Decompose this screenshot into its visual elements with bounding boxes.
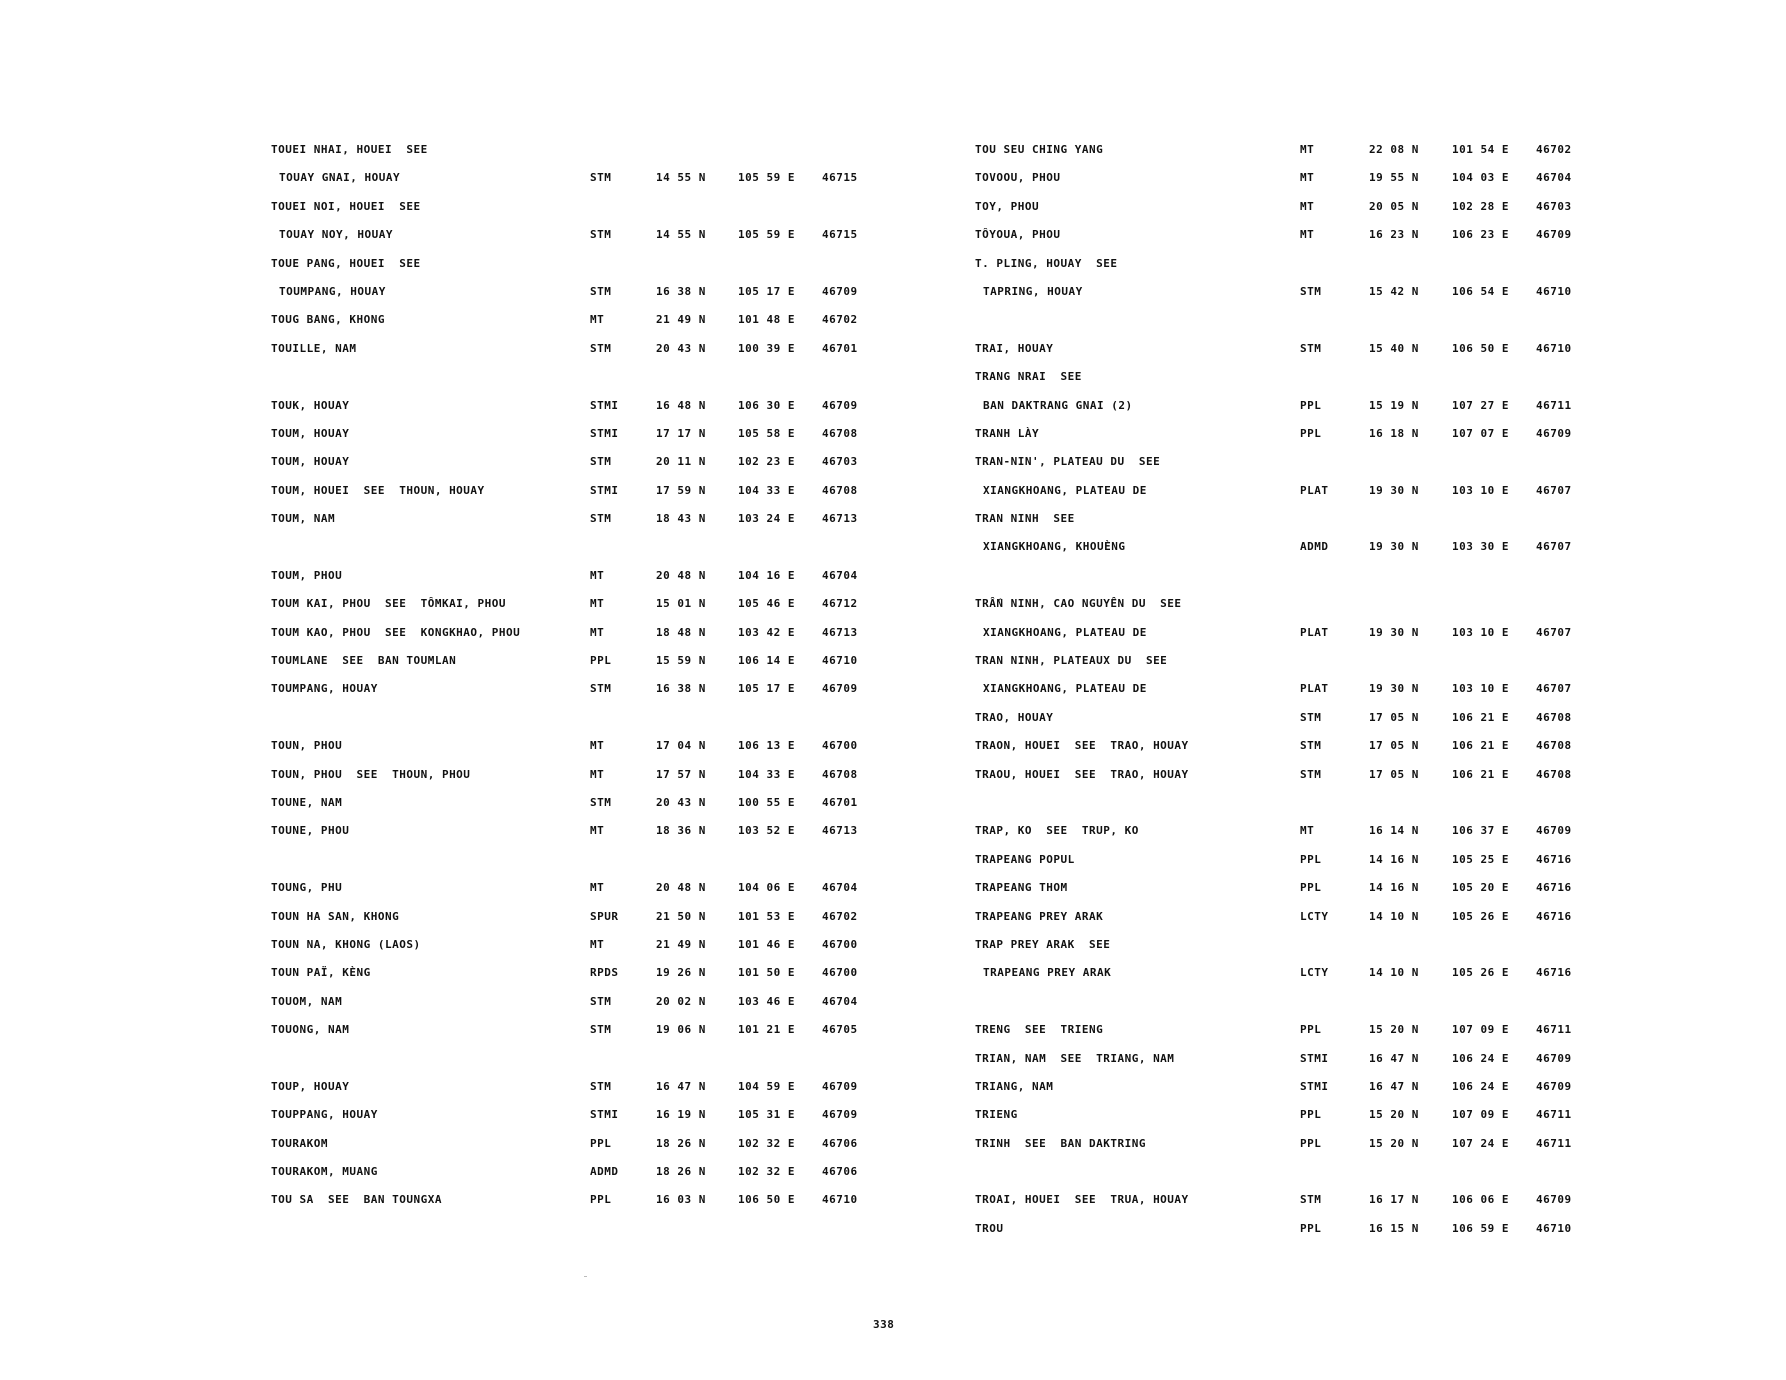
entry-name: TOVOOU, PHOU <box>975 171 1061 185</box>
entry-num: 46701 <box>822 341 858 355</box>
entry-lon: 106 21 E <box>1452 739 1509 753</box>
entry-name: TRIENG <box>975 1108 1018 1122</box>
entry-lat: 16 47 N <box>656 1079 706 1093</box>
entry-lon: 105 26 E <box>1452 909 1509 923</box>
entry-code: PLAT <box>1300 625 1329 639</box>
entry-lat: 14 10 N <box>1369 966 1419 980</box>
entry-num: 46704 <box>822 568 858 582</box>
entry-lat: 16 23 N <box>1369 228 1419 242</box>
entry-lon: 103 10 E <box>1452 625 1509 639</box>
entry-lat: 22 08 N <box>1369 143 1419 156</box>
entry-num: 46712 <box>822 597 858 611</box>
entry-lat: 15 20 N <box>1369 1108 1419 1122</box>
entry-lat: 16 38 N <box>656 682 706 696</box>
entry-name: TOUEI NHAI, HOUEI SEE <box>271 143 428 156</box>
entry-code: PPL <box>1300 1136 1322 1150</box>
entry-num: 46708 <box>1536 767 1572 781</box>
entry-lon: 105 58 E <box>738 426 795 440</box>
entry-code: MT <box>590 568 605 582</box>
entry-name: TOUM, HOUAY <box>271 455 350 469</box>
entry-name: TOUEI NOI, HOUEI SEE <box>271 199 421 213</box>
entry-name: TRANG NRAI SEE <box>975 370 1082 384</box>
entry-num: 46713 <box>822 625 858 639</box>
entry-lat: 19 30 N <box>1369 625 1419 639</box>
entry-num: 46710 <box>1536 1221 1572 1235</box>
entry-code: LCTY <box>1300 909 1329 923</box>
entry-num: 46711 <box>1536 1108 1572 1122</box>
entry-code: STM <box>590 171 612 185</box>
entry-code: STM <box>590 284 612 298</box>
entry-code: STM <box>1300 1193 1322 1207</box>
entry-lat: 19 30 N <box>1369 682 1419 696</box>
entry-lon: 107 07 E <box>1452 426 1509 440</box>
entry-lat: 15 19 N <box>1369 398 1419 412</box>
entry-name: TOUPPANG, HOUAY <box>271 1108 378 1122</box>
entry-lon: 106 23 E <box>1452 228 1509 242</box>
entry-lat: 20 48 N <box>656 881 706 895</box>
entry-num: 46708 <box>822 483 858 497</box>
entry-num: 46703 <box>822 455 858 469</box>
entry-lat: 14 16 N <box>1369 881 1419 895</box>
entry-code: MT <box>590 739 605 753</box>
entry-lat: 16 18 N <box>1369 426 1419 440</box>
entry-lat: 17 57 N <box>656 767 706 781</box>
entry-name: TROU <box>975 1221 1004 1235</box>
entry-num: 46704 <box>822 881 858 895</box>
entry-lon: 103 46 E <box>738 994 795 1008</box>
entry-num: 46716 <box>1536 852 1572 866</box>
entry-name: XIANGKHOANG, PLATEAU DE <box>983 682 1147 696</box>
entry-lat: 16 47 N <box>1369 1051 1419 1065</box>
entry-code: STM <box>1300 739 1322 753</box>
entry-name: TRAPEANG POPUL <box>975 852 1075 866</box>
entry-lon: 101 21 E <box>738 1023 795 1037</box>
entry-name: TOUP, HOUAY <box>271 1079 350 1093</box>
entry-num: 46710 <box>1536 341 1572 355</box>
entry-name: TÔYOUA, PHOU <box>975 228 1061 242</box>
entry-lon: 105 17 E <box>738 682 795 696</box>
entry-lat: 15 01 N <box>656 597 706 611</box>
entry-code: PPL <box>1300 852 1322 866</box>
entry-name: TRAI, HOUAY <box>975 341 1054 355</box>
entry-lon: 103 10 E <box>1452 483 1509 497</box>
entry-name: TRAP PREY ARAK SEE <box>975 937 1111 951</box>
entry-lon: 106 06 E <box>1452 1193 1509 1207</box>
entry-code: MT <box>1300 143 1315 156</box>
entry-name: XIANGKHOANG, PLATEAU DE <box>983 483 1147 497</box>
entry-lat: 16 19 N <box>656 1108 706 1122</box>
entry-lat: 17 05 N <box>1369 710 1419 724</box>
entry-lat: 17 17 N <box>656 426 706 440</box>
entry-lat: 15 59 N <box>656 654 706 668</box>
entry-lon: 101 54 E <box>1452 143 1509 156</box>
entry-lat: 18 26 N <box>656 1136 706 1150</box>
entry-num: 46709 <box>1536 1193 1572 1207</box>
entry-lon: 101 50 E <box>738 966 795 980</box>
entry-lon: 104 16 E <box>738 568 795 582</box>
entry-code: STM <box>590 455 612 469</box>
entry-lon: 106 59 E <box>1452 1221 1509 1235</box>
entry-lat: 16 15 N <box>1369 1221 1419 1235</box>
entry-lat: 17 04 N <box>656 739 706 753</box>
entry-lat: 15 20 N <box>1369 1023 1419 1037</box>
entry-lon: 105 59 E <box>738 171 795 185</box>
entry-lat: 20 43 N <box>656 341 706 355</box>
entry-lat: 15 42 N <box>1369 284 1419 298</box>
entry-name: TOUM KAO, PHOU SEE KONGKHAO, PHOU <box>271 625 521 639</box>
entry-lat: 20 11 N <box>656 455 706 469</box>
entry-code: PPL <box>1300 1023 1322 1037</box>
entry-name: TRAPEANG PREY ARAK <box>983 966 1112 980</box>
entry-code: PPL <box>1300 398 1322 412</box>
entry-num: 46702 <box>822 909 858 923</box>
entry-lon: 101 53 E <box>738 909 795 923</box>
entry-code: ADMD <box>1300 540 1329 554</box>
entry-num: 46702 <box>1536 143 1572 156</box>
entry-code: STM <box>590 1079 612 1093</box>
entry-code: STM <box>590 994 612 1008</box>
entry-lat: 14 16 N <box>1369 852 1419 866</box>
entry-name: TOUILLE, NAM <box>271 341 357 355</box>
entry-num: 46716 <box>1536 881 1572 895</box>
entry-name: TOUE PANG, HOUEI SEE <box>271 256 421 270</box>
entry-code: PLAT <box>1300 682 1329 696</box>
entry-lon: 104 33 E <box>738 767 795 781</box>
entry-lon: 102 28 E <box>1452 199 1509 213</box>
entry-num: 46709 <box>822 682 858 696</box>
entry-name: TOUMPANG, HOUAY <box>279 284 386 298</box>
entry-code: STM <box>590 228 612 242</box>
entry-name: TRAN-NIN', PLATEAU DU SEE <box>975 455 1161 469</box>
entry-name: TOUM KAI, PHOU SEE TÔMKAI, PHOU <box>271 597 507 611</box>
entry-num: 46707 <box>1536 483 1572 497</box>
entry-num: 46708 <box>1536 739 1572 753</box>
entry-code: MT <box>590 767 605 781</box>
entry-lat: 19 55 N <box>1369 171 1419 185</box>
entry-code: ADMD <box>590 1165 619 1179</box>
entry-code: STMI <box>590 1108 619 1122</box>
entry-code: MT <box>590 824 605 838</box>
entry-num: 46715 <box>822 171 858 185</box>
entry-lon: 100 39 E <box>738 341 795 355</box>
entry-lon: 106 14 E <box>738 654 795 668</box>
entry-code: PPL <box>1300 881 1322 895</box>
entry-lon: 106 21 E <box>1452 710 1509 724</box>
entry-num: 46709 <box>822 1108 858 1122</box>
entry-num: 46706 <box>822 1136 858 1150</box>
entry-code: MT <box>1300 824 1315 838</box>
entry-name: TOUNG, PHU <box>271 881 343 895</box>
entry-code: STM <box>1300 341 1322 355</box>
entry-code: STMI <box>590 426 619 440</box>
entry-lon: 105 17 E <box>738 284 795 298</box>
entry-name: TOUG BANG, KHONG <box>271 313 385 327</box>
entry-name: XIANGKHOANG, KHOUÈNG <box>983 540 1126 554</box>
entry-name: TRAO, HOUAY <box>975 710 1054 724</box>
entry-num: 46707 <box>1536 540 1572 554</box>
entry-num: 46708 <box>822 426 858 440</box>
entry-num: 46706 <box>822 1165 858 1179</box>
entry-name: TRAP, KO SEE TRUP, KO <box>975 824 1139 838</box>
entry-num: 46710 <box>822 1193 858 1207</box>
entry-lon: 103 30 E <box>1452 540 1509 554</box>
entry-code: STMI <box>590 398 619 412</box>
entry-name: TOUAY NOY, HOUAY <box>279 228 393 242</box>
entry-num: 46715 <box>822 228 858 242</box>
entry-lat: 18 48 N <box>656 625 706 639</box>
entry-name: TRENG SEE TRIENG <box>975 1023 1104 1037</box>
entry-lon: 107 09 E <box>1452 1108 1509 1122</box>
entry-lat: 19 26 N <box>656 966 706 980</box>
entry-num: 46702 <box>822 313 858 327</box>
entry-name: TOUOM, NAM <box>271 994 343 1008</box>
entry-num: 46710 <box>822 654 858 668</box>
entry-code: MT <box>590 881 605 895</box>
entry-num: 46705 <box>822 1023 858 1037</box>
entry-name: TOUNE, PHOU <box>271 824 350 838</box>
entry-lon: 106 50 E <box>738 1193 795 1207</box>
entry-lon: 105 26 E <box>1452 966 1509 980</box>
entry-num: 46707 <box>1536 625 1572 639</box>
entry-num: 46709 <box>1536 426 1572 440</box>
entry-lat: 21 49 N <box>656 937 706 951</box>
entry-lon: 105 31 E <box>738 1108 795 1122</box>
entry-num: 46708 <box>822 767 858 781</box>
entry-num: 46713 <box>822 824 858 838</box>
entry-num: 46709 <box>1536 228 1572 242</box>
entry-lon: 106 30 E <box>738 398 795 412</box>
entry-lat: 16 03 N <box>656 1193 706 1207</box>
entry-lat: 17 59 N <box>656 483 706 497</box>
entry-name: TOUM, PHOU <box>271 568 343 582</box>
entry-lon: 107 27 E <box>1452 398 1509 412</box>
entry-lat: 14 55 N <box>656 228 706 242</box>
entry-lon: 106 54 E <box>1452 284 1509 298</box>
entry-code: STM <box>590 1023 612 1037</box>
entry-lat: 20 02 N <box>656 994 706 1008</box>
entry-num: 46701 <box>822 795 858 809</box>
entry-lat: 21 49 N <box>656 313 706 327</box>
entry-lat: 16 38 N <box>656 284 706 298</box>
entry-lat: 16 17 N <box>1369 1193 1419 1207</box>
entry-lat: 18 36 N <box>656 824 706 838</box>
entry-name: TRAON, HOUEI SEE TRAO, HOUAY <box>975 739 1189 753</box>
entry-lon: 103 52 E <box>738 824 795 838</box>
entry-lat: 16 48 N <box>656 398 706 412</box>
entry-name: TRINH SEE BAN DAKTRING <box>975 1136 1146 1150</box>
entry-lon: 102 32 E <box>738 1136 795 1150</box>
entry-code: MT <box>1300 171 1315 185</box>
entry-name: TOUM, NAM <box>271 512 336 526</box>
entry-code: STM <box>1300 284 1322 298</box>
entry-lon: 106 50 E <box>1452 341 1509 355</box>
entry-name: TOUM, HOUEI SEE THOUN, HOUAY <box>271 483 485 497</box>
entry-lon: 102 23 E <box>738 455 795 469</box>
entry-lat: 20 48 N <box>656 568 706 582</box>
entry-lon: 106 21 E <box>1452 767 1509 781</box>
entry-code: MT <box>590 313 605 327</box>
entry-name: TRAPEANG PREY ARAK <box>975 909 1104 923</box>
entry-lat: 14 10 N <box>1369 909 1419 923</box>
entry-num: 46709 <box>1536 1079 1572 1093</box>
entry-lon: 105 20 E <box>1452 881 1509 895</box>
entry-num: 46716 <box>1536 966 1572 980</box>
entry-code: STMI <box>1300 1051 1329 1065</box>
entry-name: TRIANG, NAM <box>975 1079 1054 1093</box>
entry-name: TOUN, PHOU SEE THOUN, PHOU <box>271 767 471 781</box>
entry-code: MT <box>590 597 605 611</box>
page-number: 338 <box>873 1318 895 1331</box>
entry-lon: 104 03 E <box>1452 171 1509 185</box>
entry-name: TOUN HA SAN, KHONG <box>271 909 400 923</box>
entry-lon: 100 55 E <box>738 795 795 809</box>
entry-code: STM <box>590 682 612 696</box>
entry-lon: 103 24 E <box>738 512 795 526</box>
entry-name: TRAN NINH, PLATEAUX DU SEE <box>975 654 1168 668</box>
entry-code: STM <box>590 512 612 526</box>
entry-name: TOU SA SEE BAN TOUNGXA <box>271 1193 442 1207</box>
entry-lon: 106 24 E <box>1452 1051 1509 1065</box>
entry-lon: 101 46 E <box>738 937 795 951</box>
entry-lat: 19 06 N <box>656 1023 706 1037</box>
entry-name: TOUMPANG, HOUAY <box>271 682 378 696</box>
entry-lon: 104 59 E <box>738 1079 795 1093</box>
entry-name: TRAOU, HOUEI SEE TRAO, HOUAY <box>975 767 1189 781</box>
entry-num: 46709 <box>822 398 858 412</box>
entry-name: TOUAY GNAI, HOUAY <box>279 171 401 185</box>
scan-speck <box>584 1276 587 1277</box>
entry-lat: 19 30 N <box>1369 483 1419 497</box>
entry-num: 46700 <box>822 937 858 951</box>
entry-num: 46711 <box>1536 398 1572 412</box>
entry-name: XIANGKHOANG, PLATEAU DE <box>983 625 1147 639</box>
entry-lat: 17 05 N <box>1369 767 1419 781</box>
entry-name: TOUM, HOUAY <box>271 426 350 440</box>
entry-name: TOUONG, NAM <box>271 1023 350 1037</box>
entry-code: PPL <box>1300 1108 1322 1122</box>
entry-num: 46709 <box>822 284 858 298</box>
entry-name: TRAPEANG THOM <box>975 881 1068 895</box>
entry-name: TAPRING, HOUAY <box>983 284 1083 298</box>
entry-num: 46711 <box>1536 1136 1572 1150</box>
entry-lon: 106 24 E <box>1452 1079 1509 1093</box>
entry-name: TOUMLANE SEE BAN TOUMLAN <box>271 654 457 668</box>
entry-name: TRẤN NINH, CAO NGUYÊN DU SEE <box>975 597 1182 611</box>
entry-lon: 107 24 E <box>1452 1136 1509 1150</box>
entry-lat: 21 50 N <box>656 909 706 923</box>
entry-lat: 16 47 N <box>1369 1079 1419 1093</box>
entry-name: T. PLING, HOUAY SEE <box>975 256 1118 270</box>
entry-lon: 107 09 E <box>1452 1023 1509 1037</box>
entry-lon: 105 59 E <box>738 228 795 242</box>
entry-name: TOUK, HOUAY <box>271 398 350 412</box>
entry-lon: 104 33 E <box>738 483 795 497</box>
entry-code: MT <box>590 625 605 639</box>
entry-lon: 103 10 E <box>1452 682 1509 696</box>
entry-name: TOURAKOM <box>271 1136 328 1150</box>
entry-num: 46709 <box>1536 824 1572 838</box>
entry-lon: 106 13 E <box>738 739 795 753</box>
entry-code: STM <box>590 795 612 809</box>
entry-code: SPUR <box>590 909 619 923</box>
entry-num: 46709 <box>1536 1051 1572 1065</box>
entry-num: 46707 <box>1536 682 1572 696</box>
entry-name: TRAN NINH SEE <box>975 512 1075 526</box>
entry-name: TRANH LÀY <box>975 426 1040 440</box>
entry-num: 46700 <box>822 966 858 980</box>
entry-lat: 19 30 N <box>1369 540 1419 554</box>
entry-num: 46704 <box>822 994 858 1008</box>
entry-num: 46700 <box>822 739 858 753</box>
entry-lat: 20 43 N <box>656 795 706 809</box>
entry-code: PPL <box>590 1136 612 1150</box>
entry-num: 46711 <box>1536 1023 1572 1037</box>
entry-code: STM <box>590 341 612 355</box>
entry-lat: 15 40 N <box>1369 341 1419 355</box>
entry-lat: 18 26 N <box>656 1165 706 1179</box>
entry-code: MT <box>1300 228 1315 242</box>
entry-name: TOURAKOM, MUANG <box>271 1165 378 1179</box>
entry-num: 46704 <box>1536 171 1572 185</box>
entry-lat: 18 43 N <box>656 512 706 526</box>
entry-code: PPL <box>1300 426 1322 440</box>
entry-lat: 17 05 N <box>1369 739 1419 753</box>
entry-code: STMI <box>590 483 619 497</box>
entry-code: PPL <box>590 1193 612 1207</box>
entry-name: BAN DAKTRANG GNAI (2) <box>983 398 1133 412</box>
entry-lon: 102 32 E <box>738 1165 795 1179</box>
entry-code: STM <box>1300 767 1322 781</box>
entry-name: TOUN PAÏ, KÈNG <box>271 966 371 980</box>
entry-name: TOUN NA, KHONG (LAOS) <box>271 937 421 951</box>
entry-lon: 103 42 E <box>738 625 795 639</box>
entry-lon: 105 46 E <box>738 597 795 611</box>
entry-lat: 14 55 N <box>656 171 706 185</box>
entry-num: 46710 <box>1536 284 1572 298</box>
entry-code: RPDS <box>590 966 619 980</box>
entry-num: 46703 <box>1536 199 1572 213</box>
entry-name: TOU SEU CHING YANG <box>975 143 1104 156</box>
entry-num: 46713 <box>822 512 858 526</box>
entry-name: TRIAN, NAM SEE TRIANG, NAM <box>975 1051 1175 1065</box>
entry-name: TOUN, PHOU <box>271 739 343 753</box>
entry-lon: 101 48 E <box>738 313 795 327</box>
entry-num: 46708 <box>1536 710 1572 724</box>
entry-name: TOY, PHOU <box>975 199 1040 213</box>
entry-lon: 105 25 E <box>1452 852 1509 866</box>
entry-num: 46709 <box>822 1079 858 1093</box>
entry-code: STM <box>1300 710 1322 724</box>
entry-code: PLAT <box>1300 483 1329 497</box>
entry-code: LCTY <box>1300 966 1329 980</box>
entry-code: PPL <box>1300 1221 1322 1235</box>
entry-code: STMI <box>1300 1079 1329 1093</box>
entry-code: PPL <box>590 654 612 668</box>
entry-code: MT <box>590 937 605 951</box>
entry-lat: 15 20 N <box>1369 1136 1419 1150</box>
entry-num: 46716 <box>1536 909 1572 923</box>
entry-lat: 16 14 N <box>1369 824 1419 838</box>
entry-lon: 104 06 E <box>738 881 795 895</box>
entry-lon: 106 37 E <box>1452 824 1509 838</box>
entry-name: TROAI, HOUEI SEE TRUA, HOUAY <box>975 1193 1189 1207</box>
entry-code: MT <box>1300 199 1315 213</box>
entry-name: TOUNE, NAM <box>271 795 343 809</box>
entry-lat: 20 05 N <box>1369 199 1419 213</box>
